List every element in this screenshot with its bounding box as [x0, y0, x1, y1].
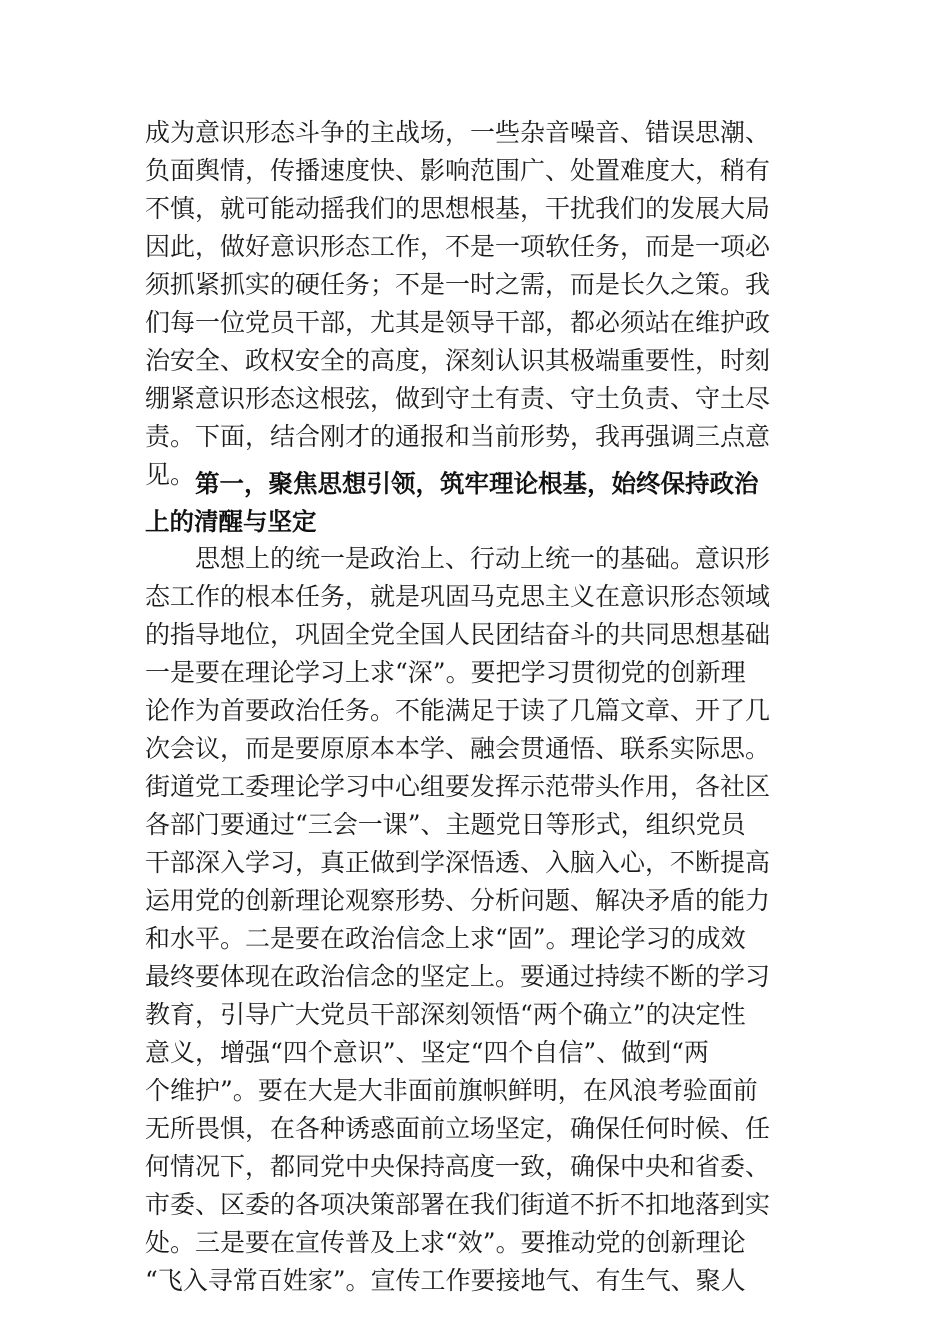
text-line: “飞入寻常百姓家”。宣传工作要接地气、有生气、聚人 — [145, 1266, 746, 1295]
text-line: 各部门要通过“三会一课”、主题党日等形式，组织党员 — [145, 810, 746, 839]
text-line: 无所畏惧，在各种诱惑面前立场坚定，确保任何时候、任 — [145, 1114, 771, 1143]
section-heading-first — [145, 465, 810, 541]
text-line: 不慎，就可能动摇我们的思想根基，干扰我们的发展大局 — [145, 194, 771, 223]
text-line: 个维护”。要在大是大非面前旗帜鲜明，在风浪考验面前 — [145, 1076, 758, 1105]
paragraph-thought-unity — [145, 540, 810, 1300]
text-line: 市委、区委的各项决策部署在我们街道不折不扣地落到实 — [145, 1190, 771, 1219]
text-line: 次会议，而是要原原本本学、融会贯通悟、联系实际思。 — [145, 734, 771, 763]
text-line: 须抓紧抓实的硬任务；不是一时之需，而是长久之策。我 — [145, 270, 771, 299]
text-line: 见。 — [145, 460, 196, 489]
text-line: 成为意识形态斗争的主战场，一些杂音噪音、错误思潮、 — [145, 118, 771, 147]
text-line: 一是要在理论学习上求“深”。要把学习贯彻党的创新理 — [145, 658, 746, 687]
text-line: 教育，引导广大党员干部深刻领悟“两个确立”的决定性 — [145, 1000, 746, 1029]
text-line: 态工作的根本任务，就是巩固马克思主义在意识形态领域 — [145, 582, 771, 611]
text-line: 的指导地位，巩固全党全国人民团结奋斗的共同思想基础 — [145, 620, 771, 649]
text-line: 干部深入学习，真正做到学深悟透、入脑入心，不断提高 — [145, 848, 771, 877]
text-line: 们每一位党员干部，尤其是领导干部，都必须站在维护政 — [145, 308, 771, 337]
text-line: 何情况下，都同党中央保持高度一致，确保中央和省委、 — [145, 1152, 771, 1181]
paragraph-ideology-importance — [145, 114, 810, 494]
text-line: 街道党工委理论学习中心组要发挥示范带头作用，各社区 — [145, 772, 771, 801]
text-line: 思想上的统一是政治上、行动上统一的基础。意识形 — [195, 544, 771, 573]
text-line: 论作为首要政治任务。不能满足于读了几篇文章、开了几 — [145, 696, 771, 725]
text-line: 治安全、政权安全的高度，深刻认识其极端重要性，时刻 — [145, 346, 771, 375]
text-line: 因此，做好意识形态工作，不是一项软任务，而是一项必 — [145, 232, 771, 261]
text-line: 责。下面，结合刚才的通报和当前形势，我再强调三点意 — [145, 422, 771, 451]
text-line: 负面舆情，传播速度快、影响范围广、处置难度大，稍有 — [145, 156, 771, 185]
heading-line: 第一，聚焦思想引领，筑牢理论根基，始终保持政治 — [195, 469, 759, 498]
text-line: 和水平。二是要在政治信念上求“固”。理论学习的成效 — [145, 924, 746, 953]
text-line: 处。三是要在宣传普及上求“效”。要推动党的创新理论 — [145, 1228, 746, 1257]
text-line: 最终要体现在政治信念的坚定上。要通过持续不断的学习 — [145, 962, 771, 991]
text-line: 运用党的创新理论观察形势、分析问题、解决矛盾的能力 — [145, 886, 771, 915]
text-line: 绷紧意识形态这根弦，做到守土有责、守土负责、守土尽 — [145, 384, 771, 413]
heading-line: 上的清醒与坚定 — [145, 507, 317, 536]
text-line: 意义，增强“四个意识”、坚定“四个自信”、做到“两 — [145, 1038, 709, 1067]
